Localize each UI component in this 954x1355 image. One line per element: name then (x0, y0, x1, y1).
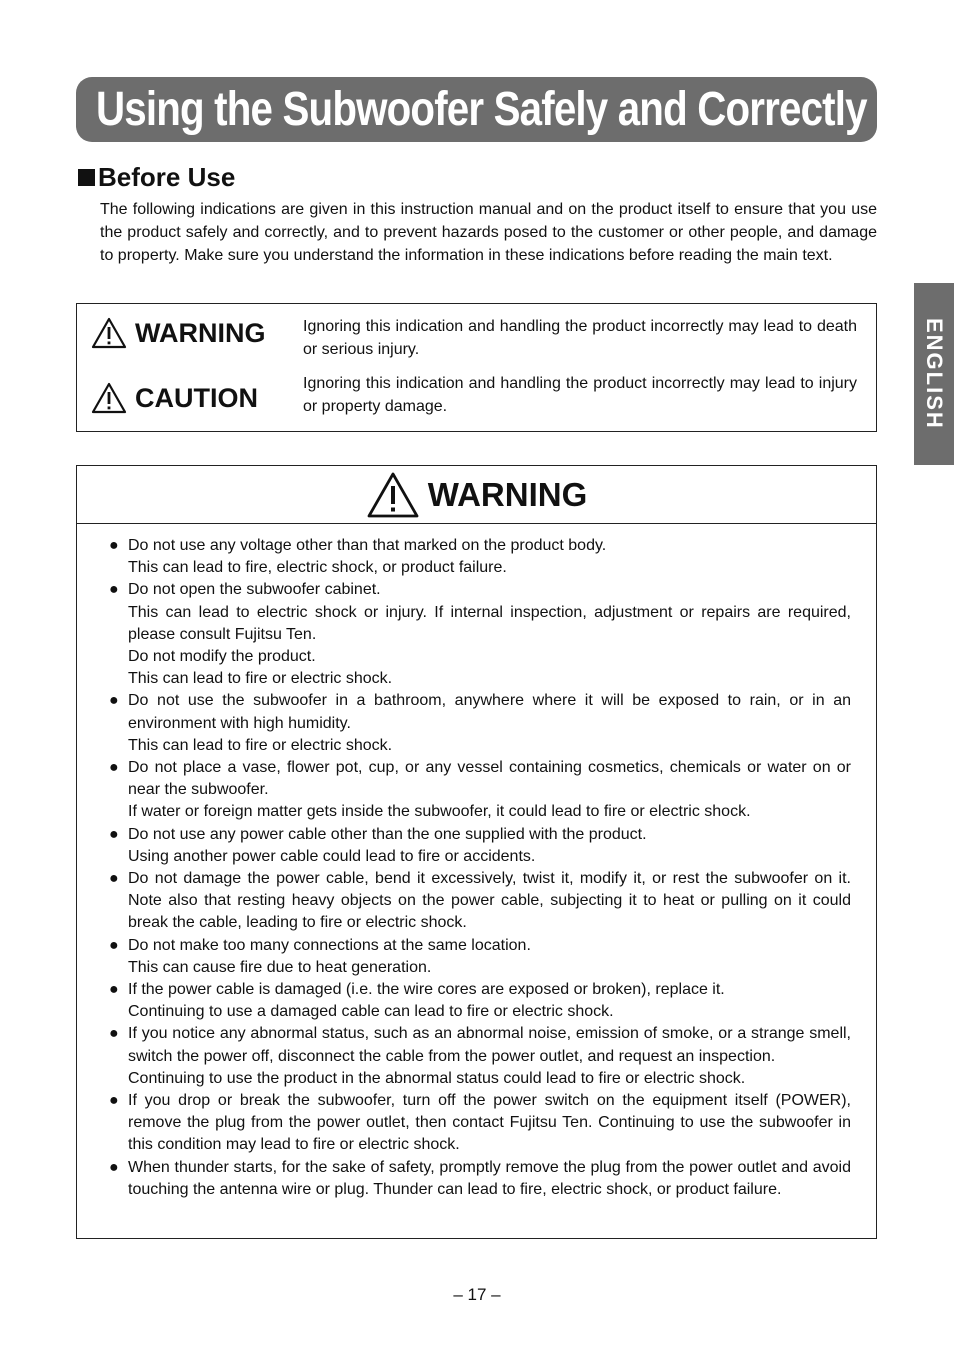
warning-item-detail: Using another power cable could lead to fire or accidents. (128, 847, 536, 865)
page-title: Using the Subwoofer Safely and Correctly (96, 83, 867, 136)
warning-item-detail: Continuing to use the product in the abnormal status could lead to fire or electric shock. (128, 1069, 746, 1087)
warning-item-text: If you notice any abnormal status, such as an abnormal noise, emission of smoke, or a strange smell, switch the power off, disconnect the cable from the power outlet, and request an inspection. (128, 1025, 851, 1065)
warning-item-line (109, 1090, 851, 1157)
legend-box (76, 303, 877, 432)
warning-item-text: Do not open the subwoofer cabinet. (128, 581, 381, 599)
legend-description: Ignoring this indication and handling the product incorrectly may lead to death or serious injury. (303, 318, 857, 358)
warning-item (109, 824, 851, 868)
warning-item-line (109, 935, 851, 957)
warning-item-text: Do not damage the power cable, bend it excessively, twist it, modify it, or rest the subwoofer on it. Note also that resting heavy objects on the power cable, subjecting it to heat or pulling on it could break the cable, leading to fire or electric shock. (128, 870, 851, 932)
legend-label-caution (91, 382, 258, 414)
bullet-icon: ● (109, 825, 119, 843)
warning-item-text: Do not use any power cable other than the one supplied with the product. (128, 825, 647, 843)
warning-item-line (109, 579, 851, 601)
bullet-icon: ● (109, 1025, 119, 1043)
warning-box (76, 465, 877, 1239)
warning-item (109, 868, 851, 935)
warning-header (77, 466, 876, 524)
warning-triangle-icon (91, 317, 127, 349)
warning-item-text: Do not use the subwoofer in a bathroom, anywhere where it will be exposed to rain, or in an environment with high humidity. (128, 692, 851, 732)
warning-item (109, 690, 851, 757)
warning-item-text: When thunder starts, for the sake of safety, promptly remove the plug from the power outlet and avoid touching the antenna wire or plug. Thunder can lead to fire, electric shock, or product failure. (128, 1158, 851, 1198)
bullet-icon: ● (109, 870, 119, 888)
bullet-icon: ● (109, 1092, 119, 1110)
warning-item-line (109, 824, 851, 846)
title-banner (76, 77, 877, 142)
warning-item (109, 1090, 851, 1157)
warning-item-text: Do not use any voltage other than that marked on the product body. (128, 537, 607, 554)
warning-item (109, 535, 851, 579)
warning-item (109, 935, 851, 979)
warning-triangle-icon (366, 471, 420, 519)
caution-triangle-icon (91, 382, 127, 414)
bullet-icon: ● (109, 981, 119, 999)
warning-item-line (109, 979, 851, 1001)
section-heading-text: Before Use (98, 162, 236, 192)
warning-item (109, 979, 851, 1023)
legend-label-text: CAUTION (135, 382, 258, 413)
warning-item-detail: If water or foreign matter gets inside the subwoofer, it could lead to fire or electric shock. (128, 803, 751, 821)
warning-item-line (109, 690, 851, 734)
warning-item-detail: Continuing to use a damaged cable can lead to fire or electric shock. (128, 1003, 614, 1021)
legend-label-warning (91, 317, 266, 349)
intro-paragraph: The following indications are given in this instruction manual and on the product itself to ensure that you use the product safely and correctly, and to prevent hazards posed to the customer or other people, and damage to property. Make sure you understand the information in these indications before reading the main text. (100, 201, 877, 264)
warning-item (109, 757, 851, 824)
bullet-icon: ● (109, 936, 119, 954)
square-bullet-icon (78, 169, 95, 186)
warning-item-detail: This can lead to fire, electric shock, or product failure. (128, 559, 507, 577)
warning-item-text: Do not place a vase, flower pot, cup, or any vessel containing cosmetics, chemicals or water on or near the subwoofer. (128, 759, 851, 799)
bullet-icon: ● (109, 581, 119, 599)
warning-item (109, 579, 851, 690)
warning-item-detail: This can lead to electric shock or injury. If internal inspection, adjustment or repairs are required, please consult Fujitsu Ten. (128, 603, 851, 643)
language-tab-label: ENGLISH (922, 318, 947, 430)
warning-item-line (109, 757, 851, 801)
warning-item (109, 1157, 851, 1201)
warning-item-line (109, 1157, 851, 1201)
warning-item-detail: Do not modify the product. (128, 648, 316, 666)
warning-item-detail: This can cause fire due to heat generation. (128, 958, 432, 976)
bullet-icon: ● (109, 1158, 119, 1176)
bullet-icon: ● (109, 692, 119, 710)
warning-item-line (109, 868, 851, 935)
warning-item-line (109, 1023, 851, 1067)
language-tab (914, 283, 954, 465)
warning-item-line (109, 535, 851, 557)
warning-item-text: Do not make too many connections at the same location. (128, 936, 531, 954)
warning-item-text: If the power cable is damaged (i.e. the wire cores are exposed or broken), replace it. (128, 981, 725, 999)
legend-label-text: WARNING (135, 317, 266, 348)
warning-item-detail: This can lead to fire or electric shock. (128, 736, 393, 754)
page-number: – 17 – (453, 1285, 501, 1304)
warning-item-text: If you drop or break the subwoofer, turn off the power switch on the equipment itself (POWER), remove the plug from the power outlet, then contact Fujitsu Ten. Continuing to use the subwoofer in this condition may lead to fire or electric shock. (128, 1092, 851, 1154)
bullet-icon: ● (109, 537, 119, 554)
section-heading (78, 162, 235, 193)
warning-title: WARNING (427, 475, 588, 513)
warning-item (109, 1023, 851, 1090)
warning-item-detail: This can lead to fire or electric shock. (128, 670, 393, 688)
bullet-icon: ● (109, 759, 119, 777)
warning-list (109, 535, 851, 1201)
legend-description: Ignoring this indication and handling the product incorrectly may lead to injury or property damage. (303, 375, 857, 415)
